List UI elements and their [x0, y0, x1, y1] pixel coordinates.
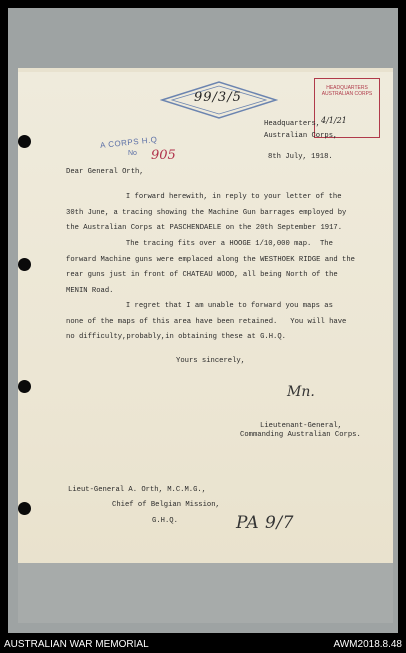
addressee-line: G.H.Q.	[152, 517, 178, 525]
body-line: I regret that I am unable to forward you maps as	[100, 302, 333, 310]
body-line: MENIN Road.	[66, 287, 114, 295]
body-line: rear guns just in front of CHATEAU WOOD, all being North of the	[66, 271, 338, 279]
body-line: none of the maps of this area have been retained. You will have	[66, 318, 347, 326]
stamp-line: AUSTRALIAN CORPS	[321, 91, 373, 97]
corps-stamp-no: No	[128, 150, 137, 157]
body-line: the Australian Corps at PASCHENDAELE on the 20th September 1917.	[66, 224, 343, 232]
signature: Mn.	[287, 384, 315, 400]
closing: Yours sincerely,	[176, 357, 246, 365]
footer-bar	[0, 637, 406, 653]
punch-hole	[18, 502, 31, 515]
received-date: 4/1/21	[321, 116, 347, 125]
backing-board	[18, 563, 393, 623]
corps-handwritten-number: 905	[151, 148, 176, 163]
registry-number: 99/3/5	[194, 90, 242, 105]
body-line: no difficulty,probably,in obtaining these at G.H.Q.	[66, 333, 286, 341]
letter-date: 8th July, 1918.	[268, 153, 333, 161]
body-line: forward Machine guns were emplaced along the WESTHOEK RIDGE and the	[66, 256, 355, 264]
punch-hole	[18, 380, 31, 393]
body-line: I forward herewith, in reply to your letter of the	[100, 193, 342, 201]
footer-institution: AUSTRALIAN WAR MEMORIAL	[4, 639, 149, 650]
handwritten-reference: PA 9/7	[236, 513, 294, 533]
salutation: Dear General Orth,	[66, 168, 144, 176]
letter-header-line: Headquarters,	[264, 120, 321, 128]
received-stamp	[314, 78, 380, 138]
signatory-title: Commanding Australian Corps.	[240, 431, 361, 439]
body-line: 30th June, a tracing showing the Machine Gun barrages employed by	[66, 209, 347, 217]
addressee-line: Chief of Belgian Mission,	[112, 501, 220, 509]
punch-hole	[18, 135, 31, 148]
addressee-line: Lieut-General A. Orth, M.C.M.G.,	[68, 486, 207, 494]
body-line: The tracing fits over a HOOGE 1/10,000 map. The	[100, 240, 333, 248]
footer-accession-number: AWM2018.8.48	[333, 639, 402, 650]
corps-stamp: A CORPS H.Q	[99, 135, 158, 150]
signatory-title: Lieutenant-General,	[260, 422, 342, 430]
stamp-line: HEADQUARTERS	[326, 85, 368, 91]
punch-hole	[18, 258, 31, 271]
letter-header-line: Australian Corps,	[264, 132, 338, 140]
